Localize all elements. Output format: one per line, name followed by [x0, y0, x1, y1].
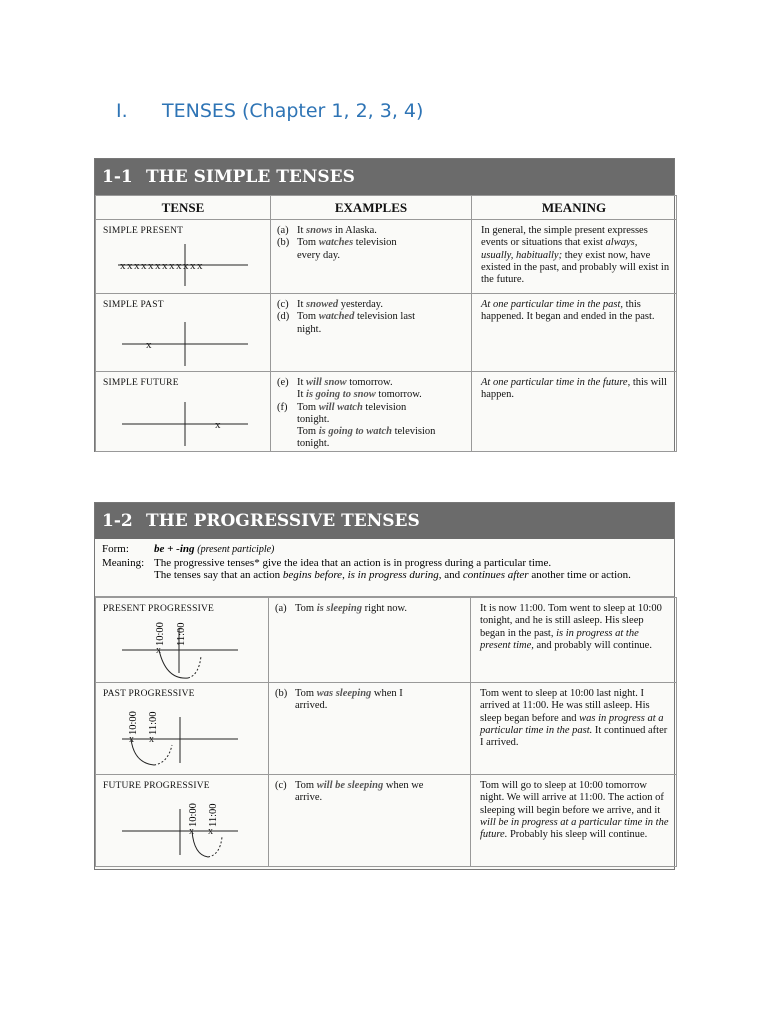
example-tag: (c)	[275, 780, 287, 791]
meaning-cell	[472, 372, 677, 452]
example-line	[275, 792, 466, 804]
examples-cell	[269, 683, 471, 775]
meaning-text: The tenses say that an action	[154, 569, 283, 581]
examples-cell	[271, 372, 472, 452]
time-label: 11:00	[176, 622, 187, 646]
tense-label: FUTURE PROGRESSIVE	[103, 781, 210, 791]
table-row	[96, 598, 677, 683]
example-text	[297, 299, 383, 311]
example-tag	[277, 414, 297, 426]
example-tag: (a)	[277, 225, 289, 236]
meaning-line	[154, 569, 631, 582]
example-text-plain: tomorrow.	[375, 389, 422, 401]
timeline-diagram-past-progressive	[96, 683, 269, 775]
example-tag	[275, 700, 295, 712]
meaning-italic: begins before	[282, 569, 343, 581]
example-text-plain: It	[297, 389, 307, 401]
table-row	[96, 683, 677, 775]
example-verb-highlight: watched	[318, 311, 355, 323]
tense-label: SIMPLE PRESENT	[103, 226, 184, 236]
example-verb-highlight: watches	[318, 237, 354, 249]
example-line	[277, 225, 467, 237]
tense-label: PRESENT PROGRESSIVE	[103, 604, 215, 614]
column-header-tense: TENSE	[96, 196, 271, 220]
tense-cell	[96, 294, 271, 372]
meaning-text: ,	[342, 569, 348, 581]
example-verb-highlight: is sleeping	[316, 603, 362, 614]
example-text	[295, 780, 423, 792]
example-text	[297, 225, 377, 237]
example-text	[297, 426, 435, 438]
meaning-text: In general, the simple present expresses events or situations that exist	[481, 225, 648, 249]
example-text-plain: when I	[371, 688, 403, 699]
svg-text:xxxxxxxxxxxx: xxxxxxxxxxxx	[120, 260, 204, 272]
table-row	[96, 294, 677, 372]
chart-title-bar	[95, 159, 674, 195]
form-meaning-box	[95, 539, 674, 597]
example-tag: (b)	[275, 688, 288, 699]
example-tag: (a)	[275, 603, 287, 614]
example-text	[297, 438, 329, 450]
tense-cell	[96, 683, 269, 775]
example-text-plain: television last	[354, 311, 415, 323]
chart-number: 1-1	[102, 167, 133, 187]
examples-cell	[271, 220, 472, 294]
example-text	[297, 389, 422, 401]
meaning-italic: At one particular time in the past,	[481, 299, 624, 310]
example-tag	[277, 438, 297, 450]
example-text	[297, 311, 415, 323]
timeline-diagram-future-progressive	[96, 775, 269, 867]
svg-text:x: x	[189, 826, 194, 837]
example-tag: (e)	[277, 377, 289, 388]
section-number: I.	[116, 100, 128, 122]
example-line	[277, 311, 467, 323]
example-tag: (b)	[277, 237, 290, 249]
example-text	[297, 377, 393, 389]
example-text	[295, 700, 327, 712]
example-text	[297, 237, 397, 249]
section-title: TENSES (Chapter 1, 2, 3, 4)	[162, 100, 424, 122]
svg-text:x: x	[146, 339, 152, 351]
example-text-plain: Tom	[295, 603, 317, 614]
example-tag	[277, 250, 297, 262]
example-text-plain: Tom	[297, 401, 319, 413]
meaning-text: It is now 11:00. Tom went to sleep at 10:00 tonight, and he is still asleep. His sleep began in the past,	[480, 603, 662, 639]
meaning-text: Probably his sleep will continue.	[507, 829, 648, 841]
example-line	[275, 780, 466, 792]
timeline-diagram-simple-present	[96, 220, 271, 294]
meaning-line: The progressive tenses* give the idea that an action is in progress during a particular time.	[154, 556, 552, 569]
svg-text:x: x	[149, 734, 154, 745]
example-text-plain: tomorrow.	[346, 377, 393, 388]
tense-label: SIMPLE PAST	[103, 300, 164, 310]
table-row	[96, 372, 677, 452]
example-text-plain: in Alaska.	[332, 225, 377, 236]
example-tag: (d)	[277, 311, 290, 323]
table-row	[96, 220, 677, 294]
meaning-cell	[471, 683, 677, 775]
example-verb-highlight: is going to snow	[306, 389, 376, 401]
example-tag	[275, 792, 295, 804]
timeline-diagram-present-progressive	[96, 598, 269, 683]
example-line	[275, 688, 466, 700]
time-label: 10:00	[128, 711, 139, 735]
example-line	[277, 414, 467, 426]
timeline-diagram-simple-future	[96, 372, 271, 452]
example-text	[295, 688, 403, 700]
example-line	[275, 603, 466, 615]
example-text-plain: It	[297, 299, 307, 310]
svg-text:x: x	[129, 734, 134, 745]
form-label: Form:	[102, 543, 129, 555]
example-text-plain: night.	[297, 323, 322, 335]
example-line	[277, 389, 467, 401]
chart-title-bar	[95, 503, 674, 539]
example-line	[277, 438, 467, 450]
meaning-italic: will be in progress at a particular time in the future.	[480, 816, 669, 841]
meaning-cell	[471, 775, 677, 867]
meaning-text: and probably will continue.	[533, 639, 652, 651]
example-tag: (c)	[277, 299, 289, 310]
tense-cell	[96, 598, 269, 683]
example-tag	[277, 324, 297, 336]
chart-title: THE PROGRESSIVE TENSES	[146, 511, 420, 531]
example-line	[277, 250, 467, 262]
example-verb-highlight: snowed	[306, 299, 339, 310]
meaning-italic: was in progress at a particular time in the past.	[480, 712, 664, 736]
simple-tenses-chart	[94, 158, 675, 452]
example-text-plain: Tom	[297, 426, 319, 438]
progressive-tenses-table	[95, 597, 677, 867]
form-note: (present participle)	[197, 544, 275, 555]
example-verb-highlight: will watch	[318, 401, 363, 413]
example-text-plain: Tom	[297, 311, 319, 323]
example-text-plain: Tom	[295, 780, 317, 791]
meaning-text: Tom went to sleep at 10:00 last night. I arrived at 11:00. He was still asleep. His sleep began before and	[480, 688, 650, 724]
example-text	[297, 250, 340, 262]
example-text-plain: arrived.	[295, 700, 328, 712]
meaning-text: another time or action.	[528, 569, 631, 581]
example-text	[295, 792, 322, 804]
chart-title: THE SIMPLE TENSES	[146, 167, 355, 187]
example-text-plain: Tom	[297, 237, 319, 249]
examples-cell	[271, 294, 472, 372]
example-text-plain: yesterday.	[338, 299, 383, 310]
svg-text:x: x	[215, 419, 221, 431]
column-header-examples: EXAMPLES	[271, 196, 472, 220]
example-verb-highlight: is going to watch	[318, 426, 392, 438]
meaning-cell	[472, 220, 677, 294]
example-tag	[277, 389, 297, 401]
tense-label: PAST PROGRESSIVE	[103, 689, 195, 699]
example-line	[275, 700, 466, 712]
meaning-text: this will happen.	[481, 377, 667, 401]
meaning-text: this happened. It began and ended in the past.	[481, 299, 655, 323]
example-line	[277, 426, 467, 438]
tense-cell	[96, 220, 271, 294]
meaning-italic: always, usually, habitually;	[481, 237, 638, 261]
example-text-plain: right now.	[361, 603, 408, 614]
example-verb-highlight: will snow	[306, 377, 347, 388]
meaning-text: , and	[438, 569, 463, 581]
meaning-cell	[471, 598, 677, 683]
form-value: be + -ing	[154, 543, 195, 555]
meaning-text: Tom will go to sleep at 10:00 tomorrow night. We will arrive at 11:00. The action of sleeping will begin before we arrive, and it	[480, 780, 664, 816]
svg-text:x: x	[208, 826, 213, 837]
chart-number: 1-2	[102, 511, 133, 531]
example-text-plain: tonight.	[297, 438, 330, 450]
example-verb-highlight: snows	[306, 225, 333, 236]
time-label: 11:00	[208, 803, 219, 827]
tense-cell	[96, 372, 271, 452]
timeline-diagram-simple-past	[96, 294, 271, 372]
example-text-plain: television	[353, 237, 397, 249]
example-line	[277, 237, 467, 249]
example-text-plain: Tom	[295, 688, 317, 699]
example-text	[297, 414, 329, 426]
meaning-italic: continues after	[462, 569, 529, 581]
example-text-plain: tonight.	[297, 413, 330, 425]
example-line	[277, 402, 467, 414]
meaning-italic: is in progress during	[347, 569, 439, 581]
time-label: 10:00	[188, 803, 199, 827]
example-verb-highlight: was sleeping	[316, 688, 372, 699]
meaning-text: It continued after I arrived.	[480, 724, 668, 749]
meaning-text: they exist now, have existed in the past, and probably will exist in the future.	[481, 249, 670, 286]
example-tag: (f)	[277, 401, 288, 413]
examples-cell	[269, 598, 471, 683]
example-tag	[277, 426, 297, 438]
simple-tenses-table	[95, 195, 677, 452]
meaning-cell	[472, 294, 677, 372]
example-verb-highlight: will be sleeping	[316, 780, 384, 791]
time-label: 10:00	[155, 622, 166, 646]
meaning-label: Meaning:	[102, 556, 145, 569]
example-text	[297, 402, 406, 414]
tense-cell	[96, 775, 269, 867]
example-text	[295, 603, 407, 615]
example-text-plain: It	[297, 225, 307, 236]
meaning-italic: is in progress at the present time,	[480, 627, 639, 651]
example-line	[277, 377, 467, 389]
example-text	[297, 324, 321, 336]
section-heading	[116, 100, 423, 122]
example-text-plain: television	[391, 426, 436, 438]
example-text-plain: television	[362, 401, 407, 413]
example-text-plain: It	[297, 377, 307, 388]
tense-label: SIMPLE FUTURE	[103, 378, 179, 388]
time-label: 11:00	[148, 711, 159, 735]
column-header-meaning: MEANING	[472, 196, 677, 220]
svg-text:x: x	[156, 645, 161, 656]
example-line	[277, 299, 467, 311]
example-line	[277, 324, 467, 336]
table-row	[96, 775, 677, 867]
examples-cell	[269, 775, 471, 867]
example-text-plain: every day.	[297, 249, 341, 261]
example-text-plain: when we	[383, 780, 424, 791]
progressive-tenses-chart	[94, 502, 675, 870]
example-text-plain: arrive.	[295, 792, 323, 804]
meaning-italic: At one particular time in the future,	[481, 377, 631, 388]
